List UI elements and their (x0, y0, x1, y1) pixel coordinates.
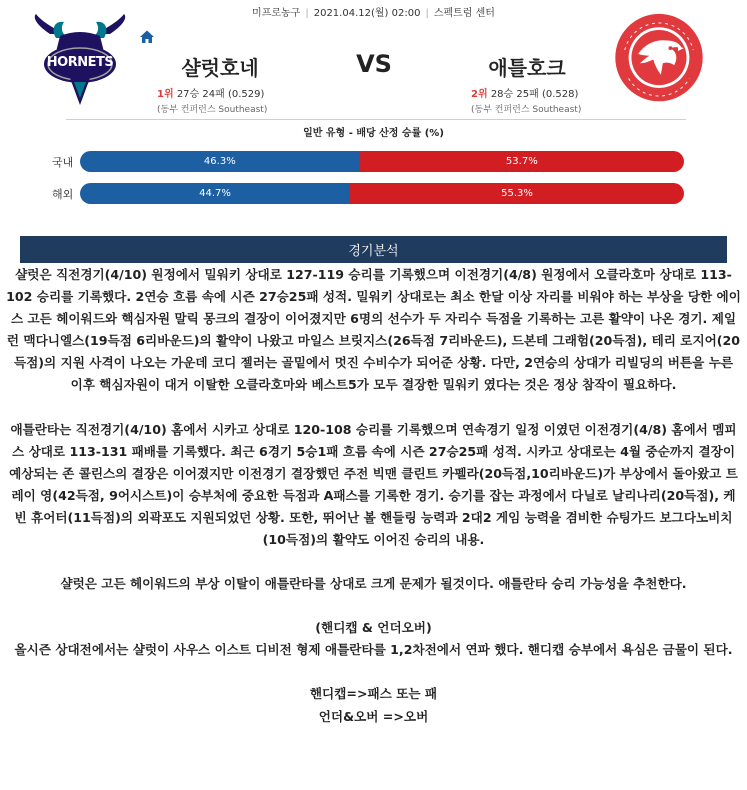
spacer (6, 661, 741, 683)
away-team-name: 애틀호크 (488, 56, 566, 80)
away-team-record (471, 85, 641, 115)
home-team-record (157, 85, 327, 115)
home-icon[interactable] (139, 29, 155, 45)
venue-label: 스펙트럼 센터 (433, 8, 495, 19)
divider (66, 119, 686, 120)
separator: | (305, 8, 309, 19)
win-rate-label: 국내 (52, 156, 74, 169)
analysis-paragraph: 샬럿은 직전경기(4/10) 원정에서 밀워키 상대로 127-119 승리를 기록했으며 이전경기(4/8) 원정에서 오클라호마 상대로 113-102 승리를 기록했다. 2연승 흐름 속에 시즌 27승25패 성적. 밀워키 상대로는 최소 한달 이상 자리를 비워야 하는 부상을 당한 에이스 고든 헤이워드와 핵심자원 말릭 몽크의 결장이 이어졌지만 6명의 선수가 두 자리수 득점을 기록하는 고른 활약이 나온 경기. 제일런 맥다니엘스(19득점 6리바운드)의 활약이 나왔고 마일스 브릿지스(26득점 7리바운드), 드본테 그래험(20득점), 테리 로지어(20득점)의 지원 사격이 나오는 가운데 코디 젤러는 골밑에서 멋진 수비수가 되어준 상황. 다만, 2연승의 상대가 리빌딩의 버튼을 누른 이후 핵심자원이 대거 이탈한 오클라호마와 베스트5가 모두 결장한 밀워키 였다는 것은 정상 참작이 필요하다. (6, 267, 741, 393)
win-rate-bar (80, 183, 684, 204)
analysis-header: 경기분석 (20, 236, 727, 263)
league-label: 미프로농구 (252, 8, 301, 19)
analysis-paragraph: 언더&오버 =>오버 (318, 708, 429, 724)
vs-label: VS (356, 50, 392, 78)
away-win-rate-bar: 53.7% (360, 151, 684, 172)
home-team-rank: 1위 (157, 89, 174, 100)
analysis-paragraph: 애틀란타는 직전경기(4/10) 홈에서 시카고 상대로 120-108 승리를 기록했으며 연속경기 일정 이였던 이전경기(4/8) 홈에서 멤피스 상대로 113-131 패배를 기록했다. 최근 6경기 5승1패 흐름 속에 시즌 27승25패 성적. 시카고 상대로는 4월 중순까지 결장이 예상되는 존 콜린스의 결장은 이어졌지만 이전경기 결장했던 주전 빅맨 클린트 카펠라(20득점,10리바운드)가 부상에서 돌아왔고 트레이 영(42득점, 9어시스트)이 승부처에 중요한 득점과 A패스를 기록한 경기. 승기를 잡는 과정에서 다닐로 날리나리(20득점), 케빈 휴어터(11득점)의 외곽포도 지원되었던 상황. 또한, 뛰어난 볼 핸들링 능력과 2대2 게임 능력을 겸비한 슈팅가드 보그다노비치(10득점)의 활약도 이어진 승리의 내용. (9, 421, 738, 548)
away-team-winloss: 28승 25패 (0.528) (490, 89, 579, 100)
win-rate-row-domestic (0, 149, 747, 173)
home-team-conference: (동부 컨퍼런스 Southeast) (157, 105, 268, 115)
win-rate-title: 일반 유형 - 배당 산정 승률 (%) (303, 128, 444, 139)
separator: | (425, 8, 429, 19)
away-team-rank: 2위 (471, 89, 488, 100)
analysis-paragraph: 샬럿은 고든 헤이워드의 부상 이탈이 애틀란타를 상대로 크게 문제가 될것이다. 애틀란타 승리 가능성을 추천한다. (60, 576, 687, 592)
analysis-paragraph: (핸디캡 & 언더오버) (315, 620, 432, 636)
analysis-paragraph: 핸디캡=>패스 또는 패 (309, 686, 438, 702)
away-team-conference: (동부 컨퍼런스 Southeast) (471, 105, 582, 115)
win-rate-label: 해외 (52, 188, 74, 201)
home-win-rate-bar: 44.7% (80, 183, 350, 204)
away-win-rate-bar: 55.3% (350, 183, 684, 204)
home-team-name: 샬럿호네 (181, 56, 259, 80)
win-rate-bar (80, 151, 684, 172)
analysis-content (6, 264, 741, 728)
home-win-rate-bar: 46.3% (80, 151, 360, 172)
home-team-winloss: 27승 24패 (0.529) (176, 89, 265, 100)
spacer (6, 397, 741, 419)
analysis-paragraph: 올시즌 상대전에서는 샬럿이 사우스 이스트 디비전 형제 애틀란타를 1,2차전에서 연파 했다. 핸디캡 승부에서 욕심은 금물이 된다. (14, 642, 733, 658)
hornets-logo-wordmark: HORNETS (46, 55, 114, 70)
spacer (6, 551, 741, 573)
spacer (6, 595, 741, 617)
match-datetime: 2021.04.12(월) 02:00 (313, 8, 421, 19)
win-rate-row-overseas (0, 181, 747, 205)
